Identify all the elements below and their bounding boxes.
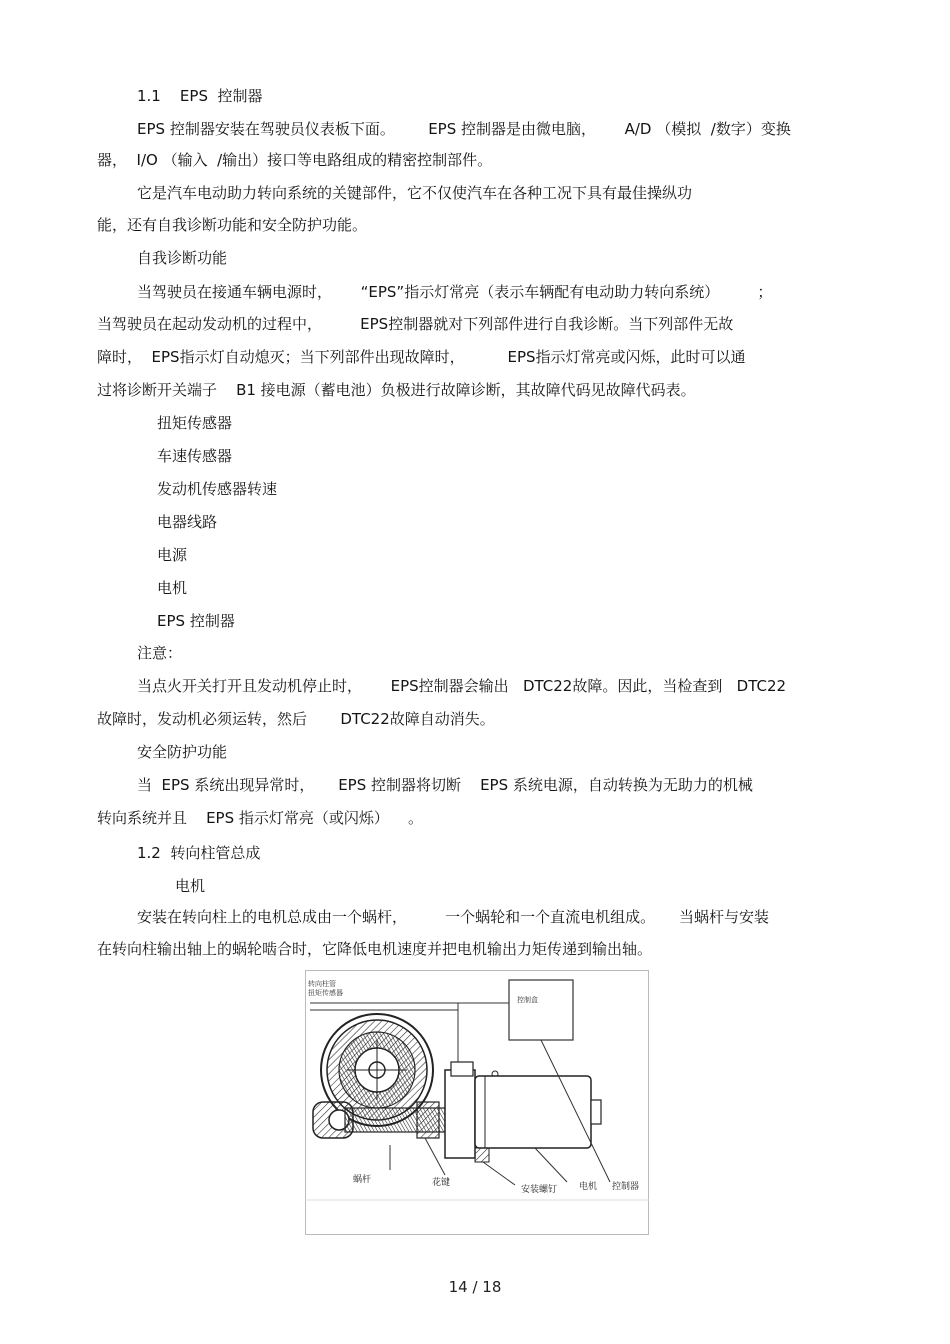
figure-label-controller: 控制器 [612, 1182, 640, 1192]
subsection-title: 电机 [175, 877, 206, 895]
paragraph-line: 当驾驶员在起动发动机的过程中， EPS控制器就对下列部件进行自我诊断。当下列部件无故 [97, 315, 734, 333]
figure-label-motor: 电机 [579, 1182, 598, 1192]
paragraph-line: 故障时，发动机必须运转，然后 DTC22故障自动消失。 [97, 710, 495, 728]
subsection-title: 安全防护功能 [137, 743, 228, 761]
paragraph-line: 当点火开关打开且发动机停止时， EPS控制器会输出 DTC22故障。因此，当检查到 DTC22 [137, 677, 787, 695]
list-item: 电机 [157, 579, 188, 597]
page-number: 14 / 18 [448, 1278, 502, 1296]
paragraph-line: 当驾驶员在接通车辆电源时， “EPS”指示灯常亮（表示车辆配有电动助力转向系统） ； [137, 283, 773, 301]
figure-label-control-box: 控制盒 [517, 996, 538, 1004]
paragraph-line: 安装在转向柱上的电机总成由一个蜗杆， 一个蜗轮和一个直流电机组成。 当蜗杆与安装 [137, 908, 769, 926]
paragraph-line: 当 EPS 系统出现异常时， EPS 控制器将切断 EPS 系统电源，自动转换为无助力的机械 [137, 776, 753, 794]
figure-label-torque-sensor: 扭矩传感器 [308, 989, 343, 997]
section-heading: 1.1 EPS 控制器 [137, 87, 263, 105]
note-title: 注意： [137, 644, 183, 662]
control-box [509, 980, 573, 1040]
figure-label-worm: 蜗杆 [353, 1175, 372, 1185]
list-item: 电源 [157, 546, 188, 564]
paragraph-line: 它是汽车电动助力转向系统的关键部件，它不仅使汽车在各种工况下具有最佳操纵功 [137, 184, 693, 202]
list-item: 发动机传感器转速 [157, 480, 278, 498]
figure-label-column-tube: 转向柱管 [308, 980, 336, 988]
motor-assembly-figure [305, 970, 649, 1235]
motor-body [475, 1076, 591, 1148]
list-item: 车速传感器 [157, 447, 233, 465]
paragraph-line: EPS 控制器安装在驾驶员仪表板下面。 EPS 控制器是由微电脑， A/D （模拟 /数字）变换 [137, 120, 791, 138]
paragraph-line: 障时， EPS指示灯自动熄灭；当下列部件出现故障时， EPS指示灯常亮或闪烁，此时可以通 [97, 348, 746, 366]
figure-label-mount-screw: 安装螺钉 [521, 1185, 558, 1195]
paragraph-line: 在转向柱输出轴上的蜗轮啮合时，它降低电机速度并把电机输出力矩传递到输出轴。 [97, 940, 653, 958]
list-item: 扭矩传感器 [157, 414, 233, 432]
paragraph-line: 转向系统并且 EPS 指示灯常亮（或闪烁） 。 [97, 809, 423, 827]
figure-label-spline: 花键 [432, 1178, 451, 1188]
section-heading: 1.2 转向柱管总成 [137, 844, 261, 862]
list-item: EPS 控制器 [157, 612, 235, 630]
list-item: 电器线路 [157, 513, 218, 531]
subsection-title: 自我诊断功能 [137, 249, 228, 267]
paragraph-line: 能，还有自我诊断功能和安全防护功能。 [97, 216, 368, 234]
paragraph-line: 器， I/O （输入 /输出）接口等电路组成的精密控制部件。 [97, 151, 493, 169]
paragraph-line: 过将诊断开关端子 B1 接电源（蓄电池）负极进行故障诊断，其故障代码见故障代码表。 [97, 381, 696, 399]
